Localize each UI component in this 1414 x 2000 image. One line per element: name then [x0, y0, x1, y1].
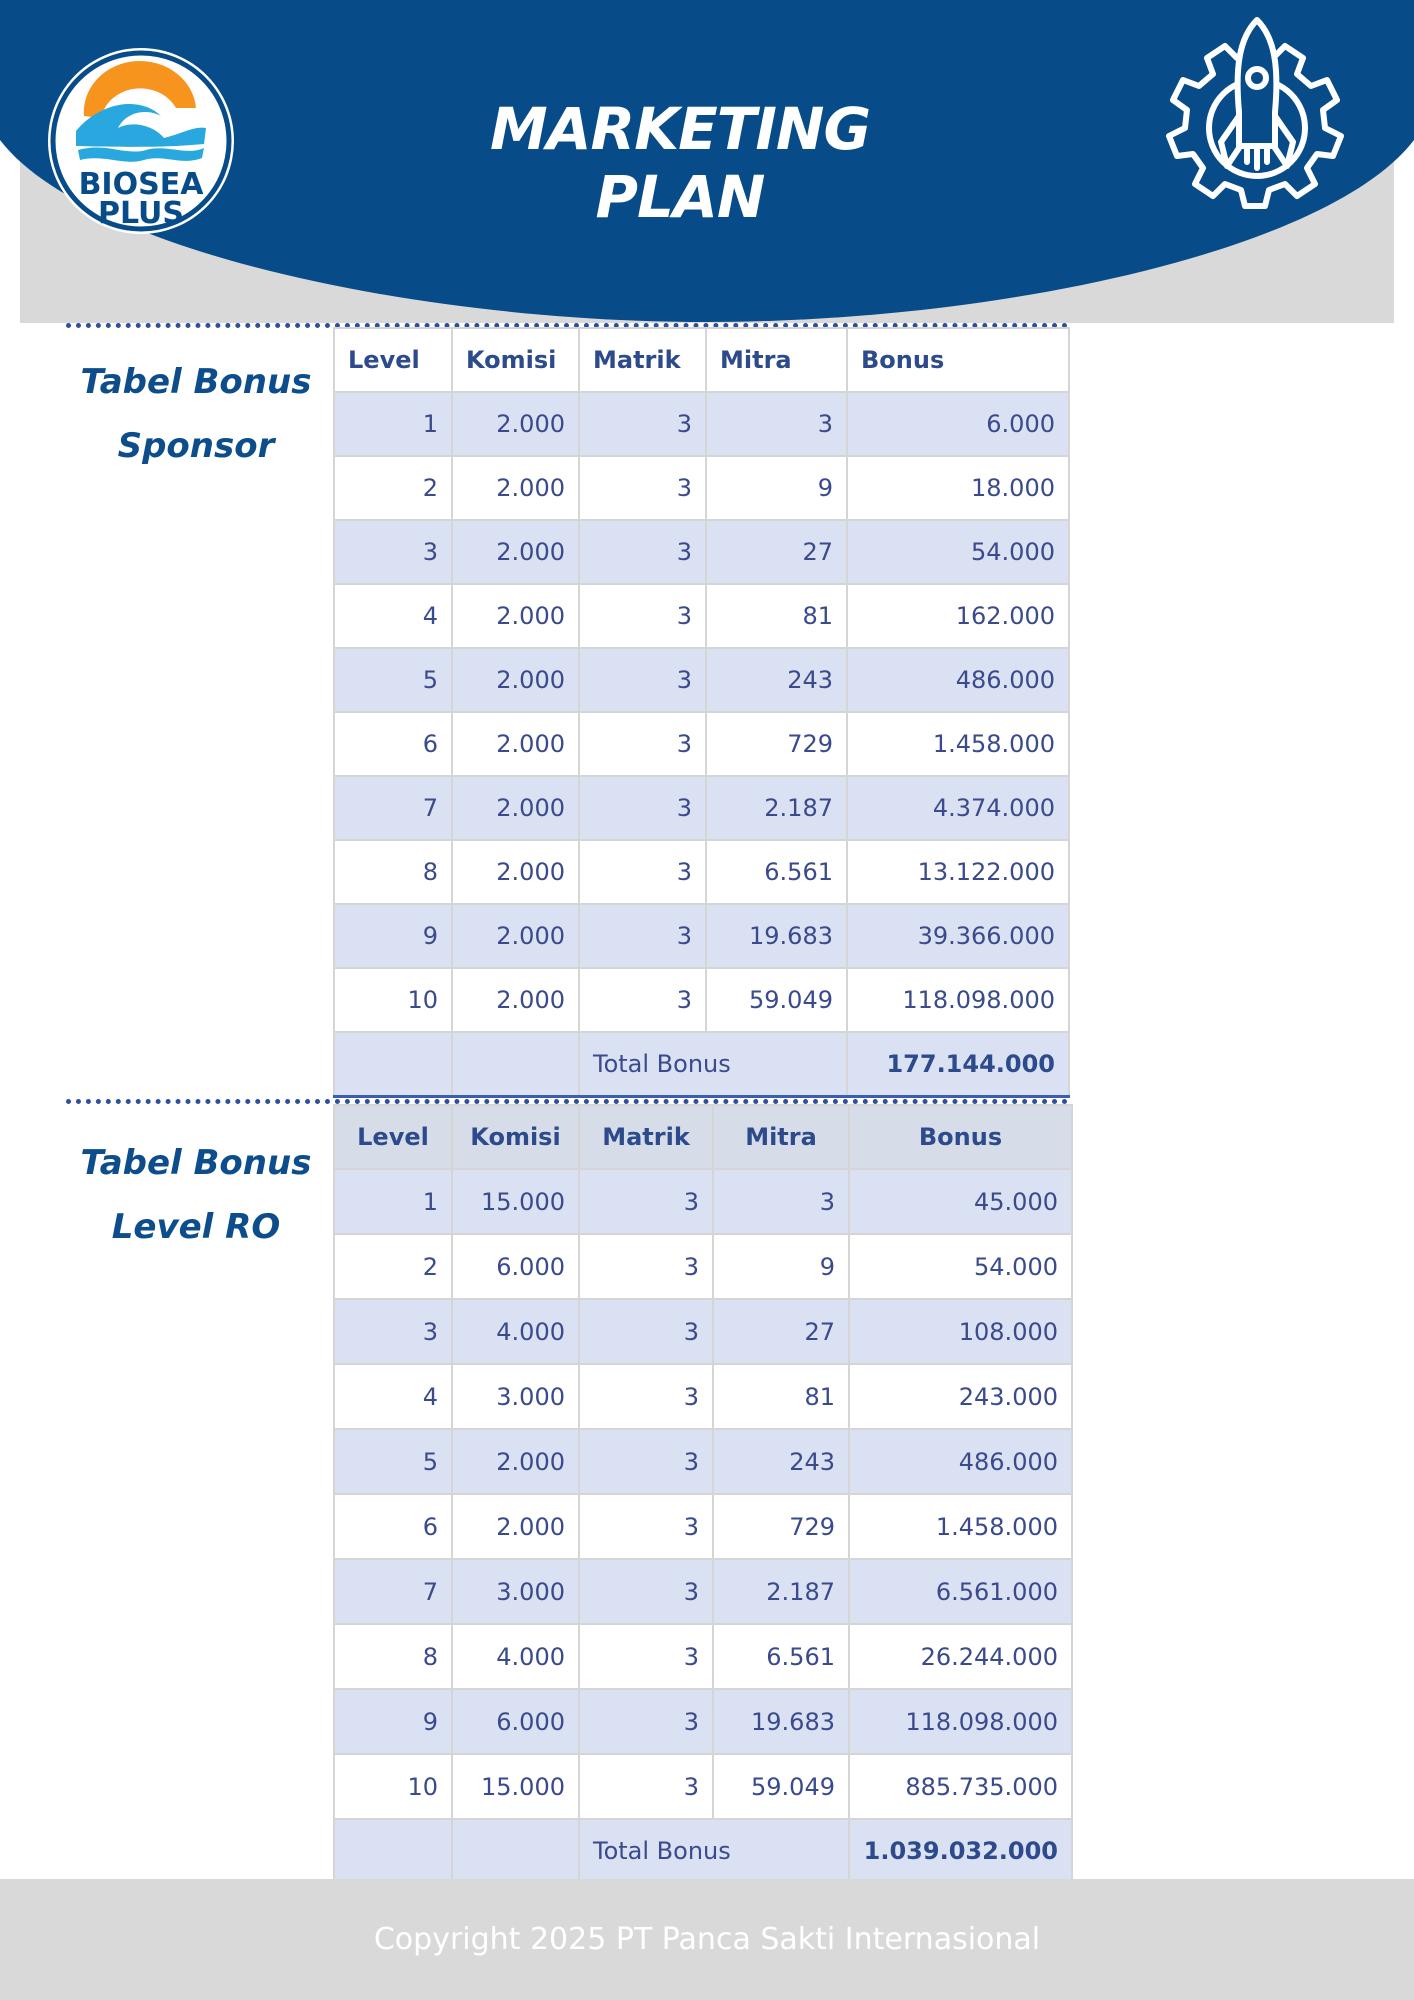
table-cell: 8 [334, 840, 452, 904]
column-header: Level [334, 328, 452, 392]
table-cell: 6.000 [847, 392, 1069, 456]
table-row [334, 1624, 1072, 1689]
table-row [334, 840, 1069, 904]
table-cell: 3 [579, 648, 706, 712]
table-cell: 6.561 [706, 840, 847, 904]
table-cell: 27 [713, 1299, 849, 1364]
total-row [334, 1032, 1069, 1096]
table-cell: 243.000 [849, 1364, 1072, 1429]
column-header: Level [334, 1105, 452, 1169]
table-cell: 6.000 [452, 1689, 579, 1754]
total-label: Total Bonus [579, 1032, 847, 1096]
table-row [334, 1494, 1072, 1559]
table-cell: 4 [334, 1364, 452, 1429]
sponsor-bonus-table [333, 327, 1070, 1098]
table-cell: 26.244.000 [849, 1624, 1072, 1689]
table-cell: 13.122.000 [847, 840, 1069, 904]
table-body [334, 392, 1069, 1096]
footer [0, 1879, 1414, 2000]
table-cell: 1 [334, 392, 452, 456]
table-cell: 108.000 [849, 1299, 1072, 1364]
table-cell: 3 [579, 392, 706, 456]
logo-text-line2: PLUS [97, 196, 185, 231]
table-cell: 7 [334, 776, 452, 840]
table-cell: 18.000 [847, 456, 1069, 520]
table-cell: 3 [579, 904, 706, 968]
table-cell: 8 [334, 1624, 452, 1689]
table-cell: 4.000 [452, 1624, 579, 1689]
table-cell: 2.000 [452, 840, 579, 904]
rocket-gear-icon [1157, 16, 1357, 238]
table-cell: 6 [334, 712, 452, 776]
table-cell: 3 [579, 456, 706, 520]
table-row [334, 1299, 1072, 1364]
table-cell: 2.000 [452, 776, 579, 840]
column-header: Komisi [452, 328, 579, 392]
table-cell: 45.000 [849, 1169, 1072, 1234]
table-cell: 2.000 [452, 1494, 579, 1559]
table-cell: 486.000 [849, 1429, 1072, 1494]
table-cell: 3 [334, 1299, 452, 1364]
table-cell: 118.098.000 [849, 1689, 1072, 1754]
table-row [334, 392, 1069, 456]
table-header-row [334, 328, 1069, 392]
level-ro-title-line2: Level RO [111, 1207, 281, 1247]
table-row [334, 968, 1069, 1032]
table-cell: 3 [579, 520, 706, 584]
level-ro-bonus-table [333, 1104, 1073, 1886]
table-cell: 3 [579, 1494, 713, 1559]
table-cell: 3 [579, 1364, 713, 1429]
table-cell: 3 [579, 1234, 713, 1299]
sponsor-title-line2: Sponsor [117, 426, 275, 466]
table-cell: 2.187 [706, 776, 847, 840]
table-cell: 10 [334, 968, 452, 1032]
table-cell: 4.000 [452, 1299, 579, 1364]
table-cell: 7 [334, 1559, 452, 1624]
table-body [334, 1169, 1072, 1884]
column-header: Mitra [706, 328, 847, 392]
level-ro-title-line1: Tabel Bonus [80, 1143, 312, 1183]
column-header: Mitra [713, 1105, 849, 1169]
table-cell: 3 [706, 392, 847, 456]
table-cell: 2.000 [452, 456, 579, 520]
table-row [334, 520, 1069, 584]
table-cell: 15.000 [452, 1169, 579, 1234]
table-cell: 3 [579, 776, 706, 840]
table-cell: 54.000 [849, 1234, 1072, 1299]
table-cell: 15.000 [452, 1754, 579, 1819]
table-row [334, 1364, 1072, 1429]
page-title: MARKETING PLAN [489, 95, 871, 231]
table-cell: 118.098.000 [847, 968, 1069, 1032]
table-cell: 6.561 [713, 1624, 849, 1689]
sponsor-table-title [66, 350, 326, 478]
table-cell: 1.458.000 [849, 1494, 1072, 1559]
table-cell: 3 [579, 1429, 713, 1494]
table-row [334, 584, 1069, 648]
table-cell: 6.561.000 [849, 1559, 1072, 1624]
copyright-text: Copyright 2025 PT Panca Sakti Internasional [373, 1922, 1041, 1957]
table-row [334, 1169, 1072, 1234]
table-cell: 9 [334, 1689, 452, 1754]
empty-cell [452, 1032, 579, 1096]
column-header: Bonus [849, 1105, 1072, 1169]
table-row [334, 648, 1069, 712]
table-cell: 59.049 [706, 968, 847, 1032]
column-header: Matrik [579, 328, 706, 392]
empty-cell [452, 1819, 579, 1884]
table-cell: 2.187 [713, 1559, 849, 1624]
logo-text-line1: BIOSEA [78, 167, 204, 202]
table-cell: 3 [579, 1559, 713, 1624]
table-cell: 243 [713, 1429, 849, 1494]
empty-cell [334, 1819, 452, 1884]
level-ro-table-title [66, 1131, 326, 1259]
table-cell: 54.000 [847, 520, 1069, 584]
table-cell: 3 [713, 1169, 849, 1234]
table-cell: 3 [579, 1299, 713, 1364]
table-row [334, 1429, 1072, 1494]
table-cell: 243 [706, 648, 847, 712]
column-header: Matrik [579, 1105, 713, 1169]
table-cell: 3 [579, 1624, 713, 1689]
table-cell: 3 [579, 1689, 713, 1754]
table-header-row [334, 1105, 1072, 1169]
table-cell: 3 [579, 1754, 713, 1819]
table-cell: 2.000 [452, 584, 579, 648]
column-header: Komisi [452, 1105, 579, 1169]
table-cell: 3 [579, 1169, 713, 1234]
table-cell: 2 [334, 1234, 452, 1299]
table-cell: 1 [334, 1169, 452, 1234]
table-cell: 39.366.000 [847, 904, 1069, 968]
sponsor-title-line1: Tabel Bonus [80, 362, 312, 402]
table-cell: 1.458.000 [847, 712, 1069, 776]
table-cell: 27 [706, 520, 847, 584]
total-row [334, 1819, 1072, 1884]
table-cell: 2.000 [452, 968, 579, 1032]
table-cell: 729 [706, 712, 847, 776]
table-cell: 2.000 [452, 392, 579, 456]
table-cell: 2.000 [452, 1429, 579, 1494]
table-row [334, 904, 1069, 968]
table-cell: 2.000 [452, 648, 579, 712]
table-cell: 885.735.000 [849, 1754, 1072, 1819]
table-row [334, 1689, 1072, 1754]
table-cell: 19.683 [706, 904, 847, 968]
table-cell: 6.000 [452, 1234, 579, 1299]
total-value: 177.144.000 [847, 1032, 1069, 1096]
table-cell: 9 [713, 1234, 849, 1299]
table-cell: 9 [706, 456, 847, 520]
total-value: 1.039.032.000 [849, 1819, 1072, 1884]
table-cell: 2 [334, 456, 452, 520]
table-row [334, 1754, 1072, 1819]
table-cell: 59.049 [713, 1754, 849, 1819]
table-cell: 9 [334, 904, 452, 968]
table-cell: 6 [334, 1494, 452, 1559]
table-row [334, 456, 1069, 520]
table-cell: 81 [713, 1364, 849, 1429]
table-cell: 3.000 [452, 1364, 579, 1429]
table-cell: 3 [579, 712, 706, 776]
biosea-plus-logo [46, 46, 236, 236]
column-header: Bonus [847, 328, 1069, 392]
table-cell: 2.000 [452, 712, 579, 776]
table-cell: 19.683 [713, 1689, 849, 1754]
table-cell: 2.000 [452, 520, 579, 584]
table-cell: 81 [706, 584, 847, 648]
table-cell: 5 [334, 1429, 452, 1494]
table-cell: 3 [579, 968, 706, 1032]
table-cell: 2.000 [452, 904, 579, 968]
table-row [334, 712, 1069, 776]
total-label: Total Bonus [579, 1819, 849, 1884]
table-cell: 4.374.000 [847, 776, 1069, 840]
table-row [334, 1559, 1072, 1624]
table-cell: 3.000 [452, 1559, 579, 1624]
table-cell: 3 [579, 840, 706, 904]
empty-cell [334, 1032, 452, 1096]
table-cell: 486.000 [847, 648, 1069, 712]
table-cell: 5 [334, 648, 452, 712]
table-row [334, 1234, 1072, 1299]
table-cell: 162.000 [847, 584, 1069, 648]
table-cell: 4 [334, 584, 452, 648]
table-row [334, 776, 1069, 840]
table-cell: 3 [334, 520, 452, 584]
table-cell: 3 [579, 584, 706, 648]
table-cell: 10 [334, 1754, 452, 1819]
table-cell: 729 [713, 1494, 849, 1559]
